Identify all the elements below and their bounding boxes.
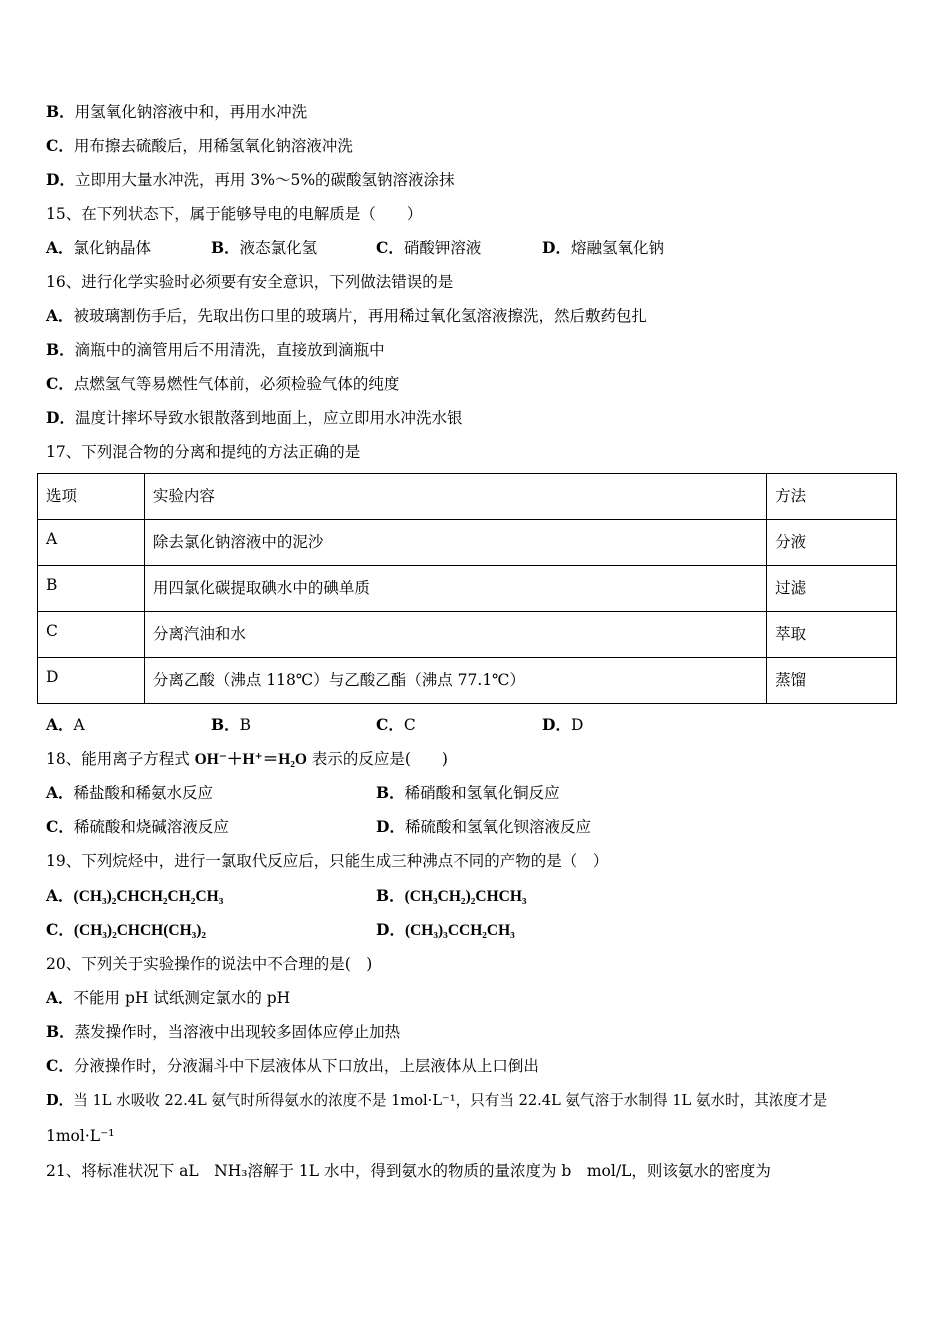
q16-option-b: B．滴瓶中的滴管用后不用清洗，直接放到滴瓶中 <box>46 340 385 359</box>
q15-option-d: D．熔融氢氧化钠 <box>542 238 664 257</box>
q17-table <box>37 473 897 704</box>
q17-option-b: B．B <box>211 715 251 734</box>
table-cell: A <box>38 520 145 566</box>
q15-option-c: C．硝酸钾溶液 <box>376 238 482 257</box>
q14-option-d: D．立即用大量水冲洗，再用 3%～5%的碳酸氢钠溶液涂抹 <box>46 170 455 189</box>
q18-option-c: C．稀硫酸和烧碱溶液反应 <box>46 817 229 836</box>
q17-stem: 17、下列混合物的分离和提纯的方法正确的是 <box>46 443 361 461</box>
q19-option-b: B．(CH₃CH₂)₂CHCH₃ <box>376 886 527 905</box>
q20-stem: 20、下列关于实验操作的说法中不合理的是( ) <box>46 955 373 973</box>
table-header-cell: 选项 <box>38 474 145 520</box>
ionic-equation: OH⁻＋H⁺＝H₂O <box>194 751 307 768</box>
q16-stem: 16、进行化学实验时必须要有安全意识，下列做法错误的是 <box>46 273 454 291</box>
table-cell: 用四氯化碳提取碘水中的碘单质 <box>144 566 766 612</box>
table-cell: 过滤 <box>767 566 897 612</box>
q17-option-a: A．A <box>46 715 85 734</box>
q19-option-c: C．(CH₃)₂CHCH(CH₃)₂ <box>46 920 207 939</box>
q18-stem: 18、能用离子方程式 OH⁻＋H⁺＝H₂O 表示的反应是( ) <box>46 750 448 768</box>
table-cell: 分液 <box>767 520 897 566</box>
q20-option-d: D．当 1L 水吸收 22.4L 氨气时所得氨水的浓度不是 1mol·L⁻¹，只有当 22.4L 氨气溶于水制得 1L 氨水时，其浓度才是 <box>46 1092 828 1109</box>
q14-option-b: B．用氢氧化钠溶液中和，再用水冲洗 <box>46 102 308 121</box>
table-cell: 除去氯化钠溶液中的泥沙 <box>144 520 766 566</box>
q16-option-c: C．点燃氢气等易燃性气体前，必须检验气体的纯度 <box>46 374 400 393</box>
table-row <box>38 566 897 612</box>
q16-option-d: D．温度计摔坏导致水银散落到地面上，应立即用水冲洗水银 <box>46 408 463 427</box>
q17-option-c: C．C <box>376 715 416 734</box>
table-header-cell: 方法 <box>767 474 897 520</box>
q20-option-c: C．分液操作时，分液漏斗中下层液体从下口放出，上层液体从上口倒出 <box>46 1056 539 1075</box>
table-cell: B <box>38 566 145 612</box>
q21-stem: 21、将标准状况下 aL NH₃溶解于 1L 水中，得到氨水的物质的量浓度为 b mol/L，则该氨水的密度为 <box>46 1162 771 1180</box>
q20-option-b: B．蒸发操作时，当溶液中出现较多固体应停止加热 <box>46 1022 401 1041</box>
table-header-cell: 实验内容 <box>144 474 766 520</box>
q15-stem: 15、在下列状态下，属于能够导电的电解质是（ ） <box>46 205 423 223</box>
q19-option-d: D．(CH₃)₃CCH₂CH₃ <box>376 920 515 939</box>
table-cell: 分离汽油和水 <box>144 612 766 658</box>
table-row <box>38 612 897 658</box>
q19-option-a: A．(CH₃)₂CHCH₂CH₂CH₃ <box>46 886 224 905</box>
table-row <box>38 658 897 704</box>
q16-option-a: A．被玻璃割伤手后，先取出伤口里的玻璃片，再用稀过氧化氢溶液擦洗，然后敷药包扎 <box>46 306 648 325</box>
q18-option-b: B．稀硝酸和氢氧化铜反应 <box>376 783 560 802</box>
q17-option-d: D．D <box>542 715 584 734</box>
q18-option-a: A．稀盐酸和稀氨水反应 <box>46 783 214 802</box>
q15-option-b: B．液态氯化氢 <box>211 238 318 257</box>
table-cell: D <box>38 658 145 704</box>
table-header-row <box>38 474 897 520</box>
q20-option-d-continued: 1mol·L⁻¹ <box>46 1127 115 1145</box>
table-cell: 分离乙酸（沸点 118℃）与乙酸乙酯（沸点 77.1℃） <box>144 658 766 704</box>
table-cell: 蒸馏 <box>767 658 897 704</box>
table-cell: 萃取 <box>767 612 897 658</box>
table-cell: C <box>38 612 145 658</box>
q19-stem: 19、下列烷烃中，进行一氯取代反应后，只能生成三种沸点不同的产物的是（ ） <box>46 852 609 870</box>
q20-option-a: A．不能用 pH 试纸测定氯水的 pH <box>46 988 291 1007</box>
q18-option-d: D．稀硫酸和氢氧化钡溶液反应 <box>376 817 591 836</box>
table-row <box>38 520 897 566</box>
q14-option-c: C．用布擦去硫酸后，用稀氢氧化钠溶液冲洗 <box>46 136 353 155</box>
q15-option-a: A．氯化钠晶体 <box>46 238 152 257</box>
